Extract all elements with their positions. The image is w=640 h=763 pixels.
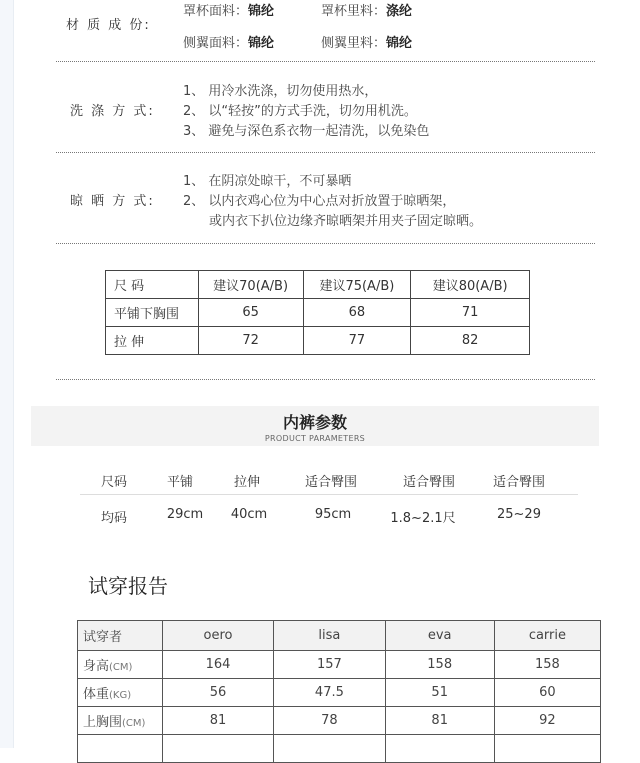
drying-line-1: 1、 在阴凉处晾干，不可暴晒 (183, 174, 352, 189)
panty-header-divider (80, 494, 578, 495)
panty-params-banner (31, 406, 599, 446)
table-cell: 56 (162, 679, 273, 707)
table-header-cell: 建议80(A/B) (411, 271, 530, 299)
table-cell: 平铺下胸围 (106, 299, 199, 327)
panty-params-subtitle: PRODUCT PARAMETERS (264, 434, 366, 443)
divider-dotted (56, 379, 595, 380)
table-cell: 65 (198, 299, 303, 327)
material-wing-outer: 侧翼面料：锦纶 (183, 36, 275, 51)
drying-label: 晾 晒 方 式: (70, 194, 155, 209)
table-row-label: 上胸围(CM) (78, 707, 163, 735)
panty-header-stretch: 拉伸 (233, 475, 260, 490)
divider-dotted (56, 152, 595, 153)
panty-header-flat: 平铺 (166, 475, 193, 490)
table-row (78, 679, 601, 707)
drying-line-3: 或内衣下扒位边缘齐晾晒架并用夹子固定晾晒。 (209, 214, 483, 229)
table-cell: 92 (494, 707, 600, 735)
table-cell: 72 (198, 327, 303, 355)
washing-line-2: 2、 以“轻按”的方式手洗，切勿用机洗。 (183, 104, 417, 119)
table-cell: 82 (411, 327, 530, 355)
panty-params-title: 内裤参数 (282, 413, 347, 432)
table-header-cell: carrie (494, 621, 600, 651)
panty-value-hip-cm: 95cm (314, 507, 352, 522)
left-edge-strip (0, 0, 14, 748)
material-cup-outer: 罩杯面料：锦纶 (183, 4, 275, 19)
table-header-cell: lisa (274, 621, 385, 651)
table-cell: 164 (162, 651, 273, 679)
trial-report-table (77, 620, 601, 763)
panty-value-size: 均码 (100, 511, 127, 526)
table-row (106, 299, 530, 327)
table-row-label: 身高(CM) (78, 651, 163, 679)
table-cell: 60 (494, 679, 600, 707)
washing-line-1: 1、 用冷水洗涤，切勿使用热水， (183, 84, 378, 99)
divider-dotted (56, 243, 595, 244)
table-header-cell: oero (162, 621, 273, 651)
table-cell: 78 (274, 707, 385, 735)
table-cell: 157 (274, 651, 385, 679)
table-cell (274, 735, 385, 763)
bra-size-table (105, 270, 530, 355)
table-row (106, 327, 530, 355)
table-header-cell: 建议75(A/B) (303, 271, 411, 299)
table-row (78, 707, 601, 735)
panty-value-stretch: 40cm (230, 507, 268, 522)
trial-report-title: 试穿报告 (88, 574, 168, 598)
material-label: 材 质 成 份: (66, 18, 151, 33)
table-row-label (78, 735, 163, 763)
table-cell: 158 (385, 651, 494, 679)
panty-header-hip-cm: 适合臀围 (304, 475, 357, 490)
material-wing-lining: 侧翼里料：锦纶 (321, 36, 413, 51)
table-cell: 81 (162, 707, 273, 735)
table-cell: 158 (494, 651, 600, 679)
table-cell (494, 735, 600, 763)
table-row (106, 271, 530, 299)
table-cell: 71 (411, 299, 530, 327)
table-header-cell: eva (385, 621, 494, 651)
material-cup-lining: 罩杯里料：涤纶 (321, 4, 413, 19)
panty-header-hip-chi: 适合臀围 (402, 475, 455, 490)
table-header-cell: 试穿者 (78, 621, 163, 651)
table-cell: 拉 伸 (106, 327, 199, 355)
divider-dotted (56, 61, 595, 62)
panty-header-size: 尺码 (100, 475, 127, 490)
drying-line-2: 2、 以内衣鸡心位为中心点对折放置于晾晒架， (183, 194, 456, 209)
table-cell: 51 (385, 679, 494, 707)
washing-line-3: 3、 避免与深色系衣物一起清洗，以免染色 (183, 124, 430, 139)
table-header-cell: 建议70(A/B) (198, 271, 303, 299)
washing-label: 洗 涤 方 式: (70, 104, 155, 119)
panty-value-hip-inch: 25~29 (497, 507, 541, 522)
table-cell (385, 735, 494, 763)
table-cell: 68 (303, 299, 411, 327)
table-cell: 77 (303, 327, 411, 355)
table-header-cell: 尺 码 (106, 271, 199, 299)
table-cell: 81 (385, 707, 494, 735)
panty-header-hip-inch: 适合臀围 (492, 475, 545, 490)
table-row (78, 621, 601, 651)
table-row-label: 体重(KG) (78, 679, 163, 707)
table-row-partial (78, 735, 601, 763)
panty-value-flat: 29cm (166, 507, 204, 522)
panty-value-hip-chi: 1.8~2.1尺 (390, 511, 456, 526)
table-cell (162, 735, 273, 763)
table-cell: 47.5 (274, 679, 385, 707)
table-row (78, 651, 601, 679)
